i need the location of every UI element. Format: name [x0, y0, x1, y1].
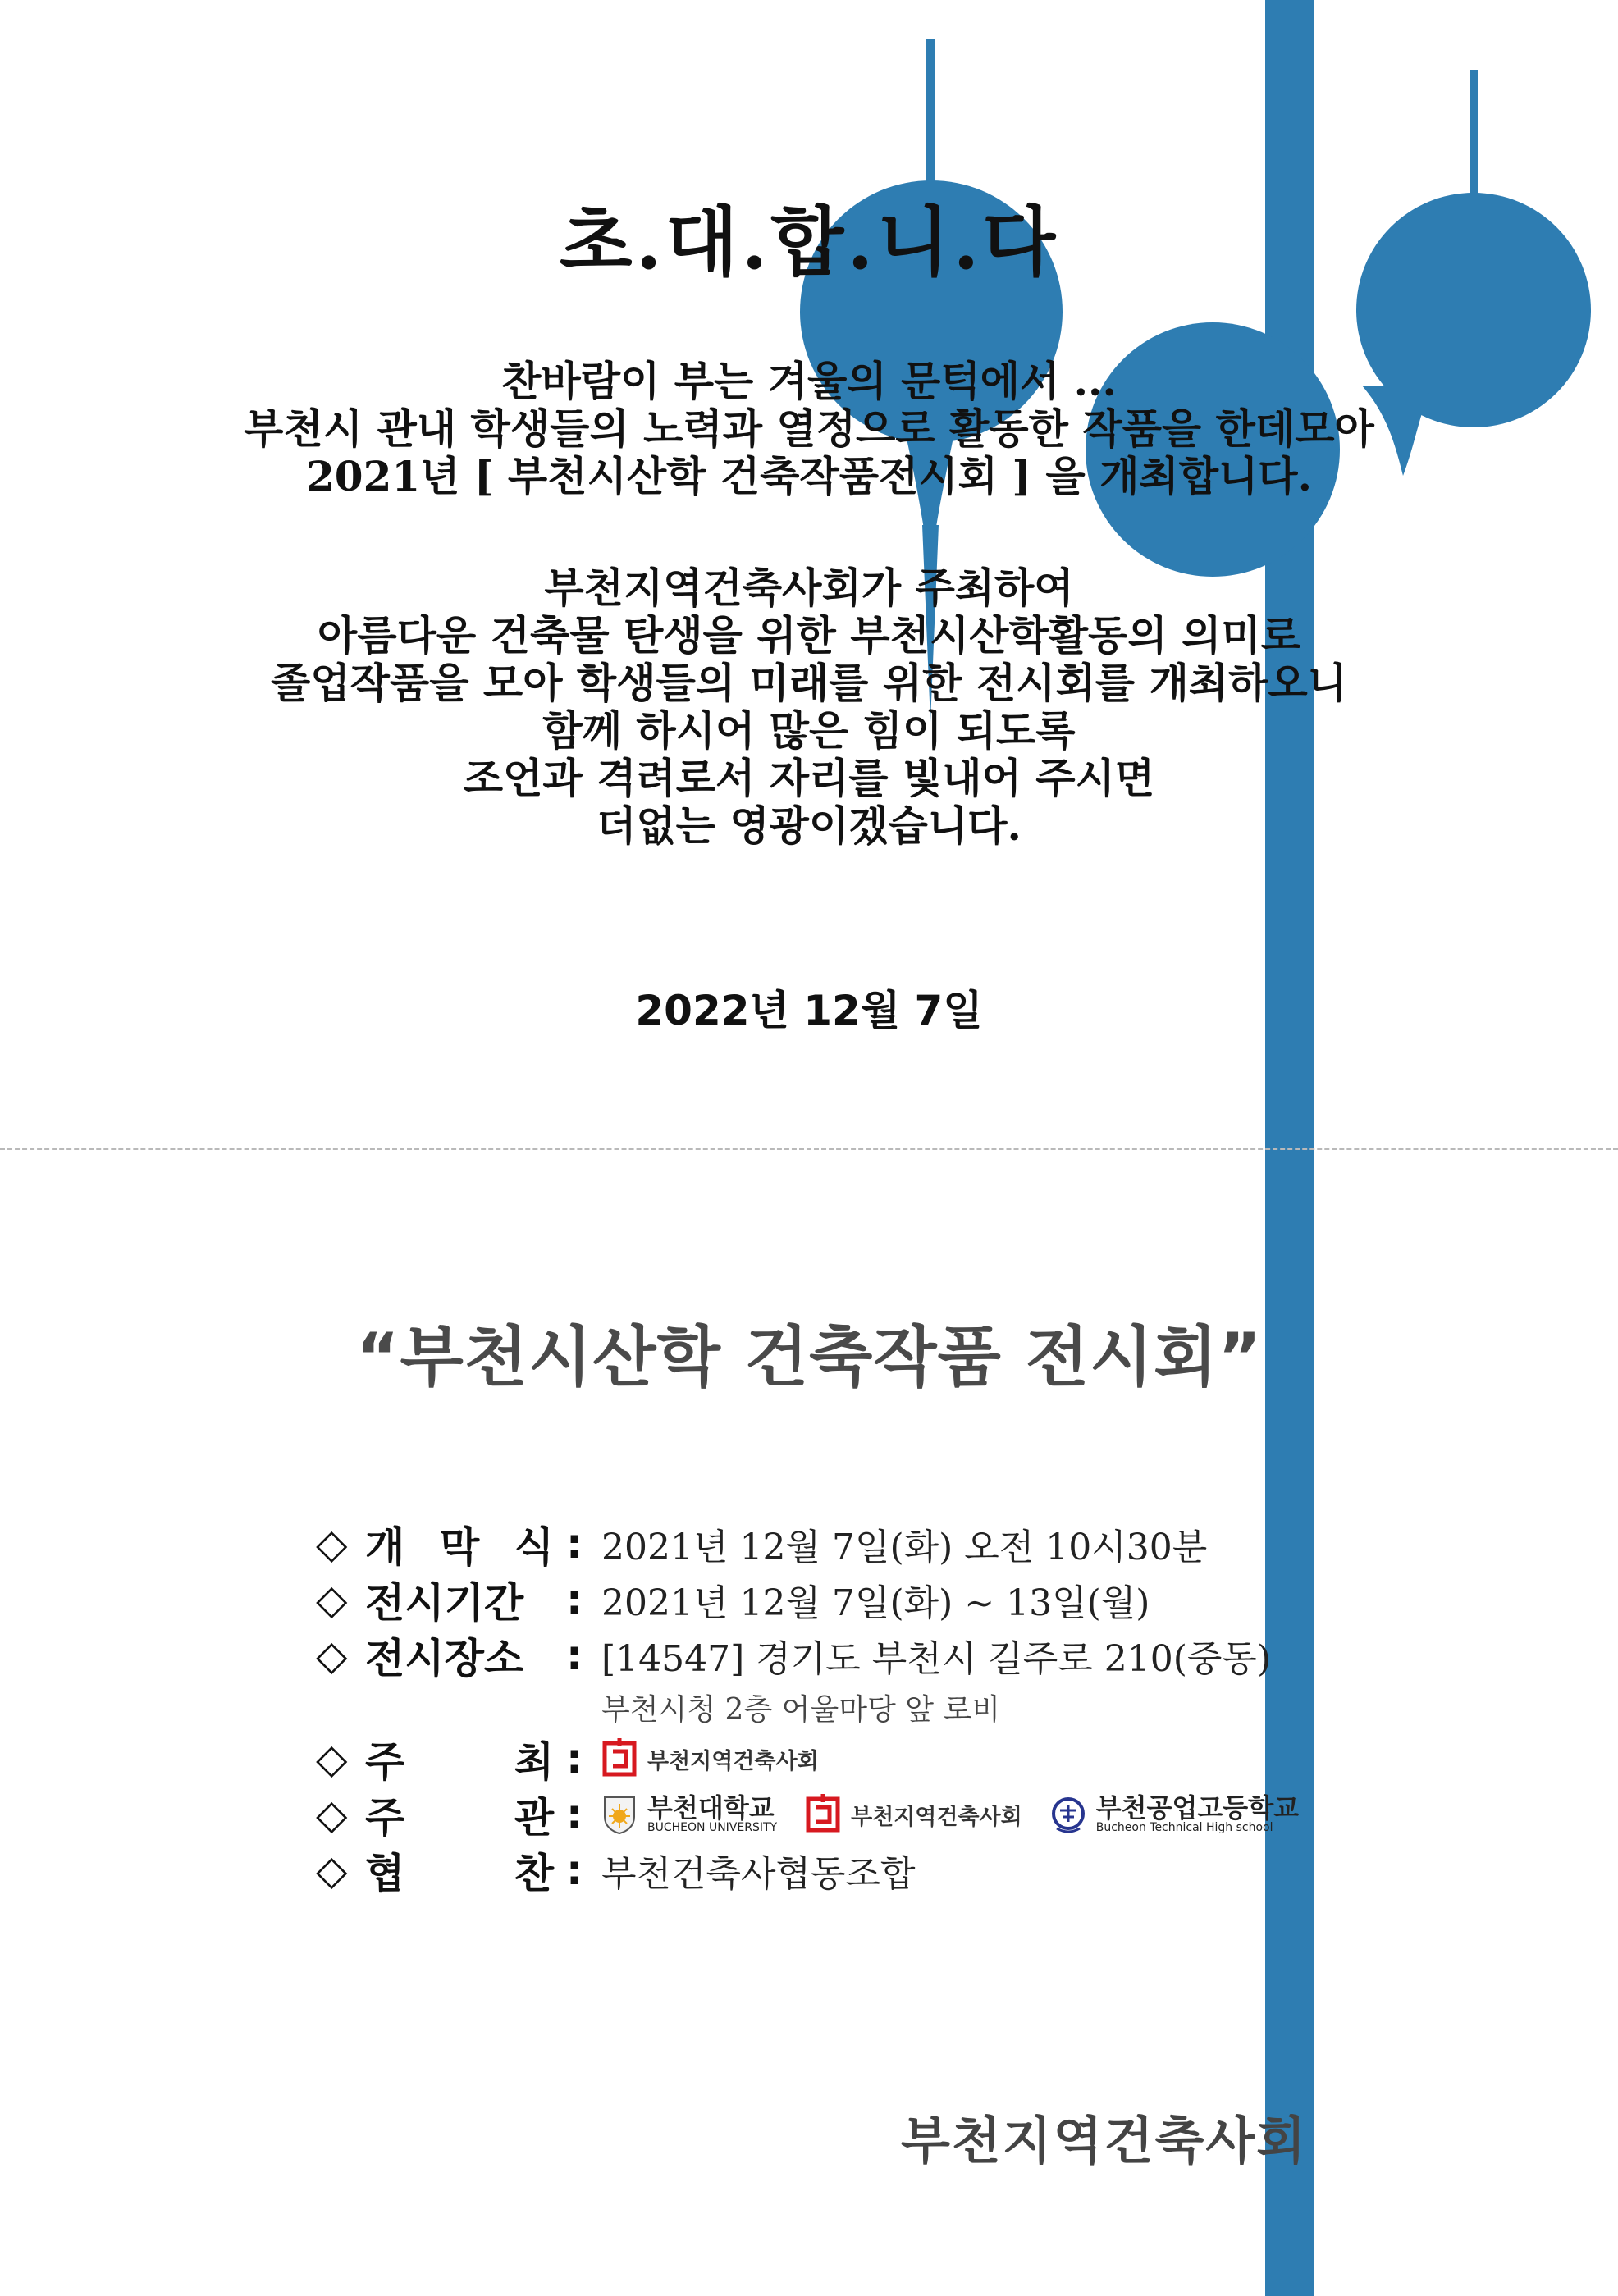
detail-row-opening [316, 1516, 1341, 1572]
diamond-bullet-icon: ◇ [316, 1791, 348, 1838]
label-char: 협 [365, 1850, 405, 1897]
organizer-org-list [595, 1794, 1299, 1835]
host-org-name: 부천지역건축사회 [647, 1748, 819, 1774]
label-char: 주 [365, 1738, 405, 1786]
organizer-org [805, 1794, 1022, 1835]
architects-association-logo-icon [805, 1794, 841, 1835]
signature: 부천지역건축사회 [901, 2111, 1308, 2170]
colon: : [566, 1846, 583, 1894]
label-char: 막 [439, 1523, 480, 1571]
organizer-org-name: 부천지역건축사회 [851, 1804, 1022, 1830]
paragraph-line: 함께 하시어 많은 힘이 되도록 [542, 706, 1076, 755]
paragraph-line: 조언과 격려로서 자리를 빛내어 주시면 [463, 754, 1155, 802]
organizers-label [365, 1785, 554, 1844]
diamond-bullet-icon: ◇ [316, 1576, 348, 1623]
sponsor-label [365, 1841, 554, 1900]
venue-label: 전시장소 [365, 1635, 524, 1682]
venue-subvalue: 부천시청 2층 어울마당 앞 로비 [601, 1692, 1000, 1727]
architects-association-logo-icon [601, 1738, 638, 1779]
colon: : [566, 1632, 583, 1679]
paragraph-line: 부천시 관내 학생들의 노력과 열정으로 활동한 작품을 한데모아 [244, 404, 1374, 453]
label-char: 식 [514, 1523, 554, 1571]
detail-row-venue [316, 1627, 1341, 1683]
venue-value: [14547] 경기도 부천시 길주로 210(중동) [601, 1638, 1272, 1680]
hanging-stem-left [926, 39, 935, 199]
opening-label [365, 1514, 554, 1573]
host-org [601, 1738, 819, 1779]
detail-row-period [316, 1572, 1341, 1627]
organizer-org-subtitle: Bucheon Technical High school [1095, 1821, 1273, 1835]
exhibition-details [316, 1516, 1341, 1898]
organizer-org-name: 부천대학교 [647, 1792, 775, 1824]
diamond-bullet-icon: ◇ [316, 1520, 348, 1568]
invitation-paragraph-1 [0, 358, 1618, 500]
organizer-org-subtitle: BUCHEON UNIVERSITY [647, 1821, 778, 1835]
host-org-list [595, 1738, 819, 1779]
paragraph-line: 부천지역건축사회가 주최하여 [544, 564, 1074, 612]
host-label [365, 1729, 554, 1788]
colon: : [566, 1735, 583, 1782]
label-char: 찬 [514, 1850, 554, 1897]
opening-value: 2021년 12월 7일(화) 오전 10시30분 [601, 1527, 1208, 1568]
invitation-paragraph-2 [0, 564, 1618, 850]
paragraph-line: 졸업작품을 모아 학생들의 미래를 위한 전시회를 개최하오니 [271, 659, 1347, 707]
organizer-org [1050, 1794, 1299, 1835]
colon: : [566, 1520, 583, 1568]
paragraph-line: 찬바람이 부는 겨울의 문턱에서 ... [501, 357, 1117, 405]
period-label: 전시기간 [365, 1579, 524, 1627]
invitation-title: 초.대.합.니.다 [559, 198, 1059, 286]
exhibition-title: “부천시산학 건축작품 전시회” [355, 1319, 1263, 1395]
diamond-bullet-icon: ◇ [316, 1846, 348, 1894]
label-char: 관 [514, 1794, 554, 1842]
paragraph-line: 더없는 영광이겠습니다. [596, 801, 1022, 850]
detail-row-host [316, 1731, 1341, 1787]
period-value: 2021년 12월 7일(화) ~ 13일(월) [601, 1582, 1150, 1624]
label-char: 주 [365, 1794, 405, 1842]
detail-row-sponsor [316, 1842, 1341, 1898]
hanging-stem-right [1470, 70, 1478, 197]
colon: : [566, 1791, 583, 1838]
invitation-date: 2022년 12월 7일 [635, 987, 983, 1034]
diamond-bullet-icon: ◇ [316, 1735, 348, 1782]
label-char: 최 [514, 1738, 554, 1786]
paragraph-line: 아름다운 건축물 탄생을 위한 부천시산학활동의 의미로 [318, 611, 1300, 660]
paragraph-line: 2021년 [ 부천시산학 건축작품전시회 ] 을 개최합니다. [305, 452, 1313, 500]
bucheon-university-shield-icon [601, 1794, 638, 1835]
sponsor-value: 부천건축사협동조합 [601, 1853, 916, 1895]
organizer-org [601, 1794, 777, 1835]
colon: : [566, 1576, 583, 1623]
diamond-bullet-icon: ◇ [316, 1632, 348, 1679]
detail-row-organizers [316, 1787, 1341, 1842]
cut-line-divider [0, 1148, 1618, 1150]
technical-high-school-emblem-icon [1050, 1794, 1086, 1835]
label-char: 개 [365, 1523, 405, 1571]
organizer-org-name: 부천공업고등학교 [1095, 1792, 1300, 1824]
